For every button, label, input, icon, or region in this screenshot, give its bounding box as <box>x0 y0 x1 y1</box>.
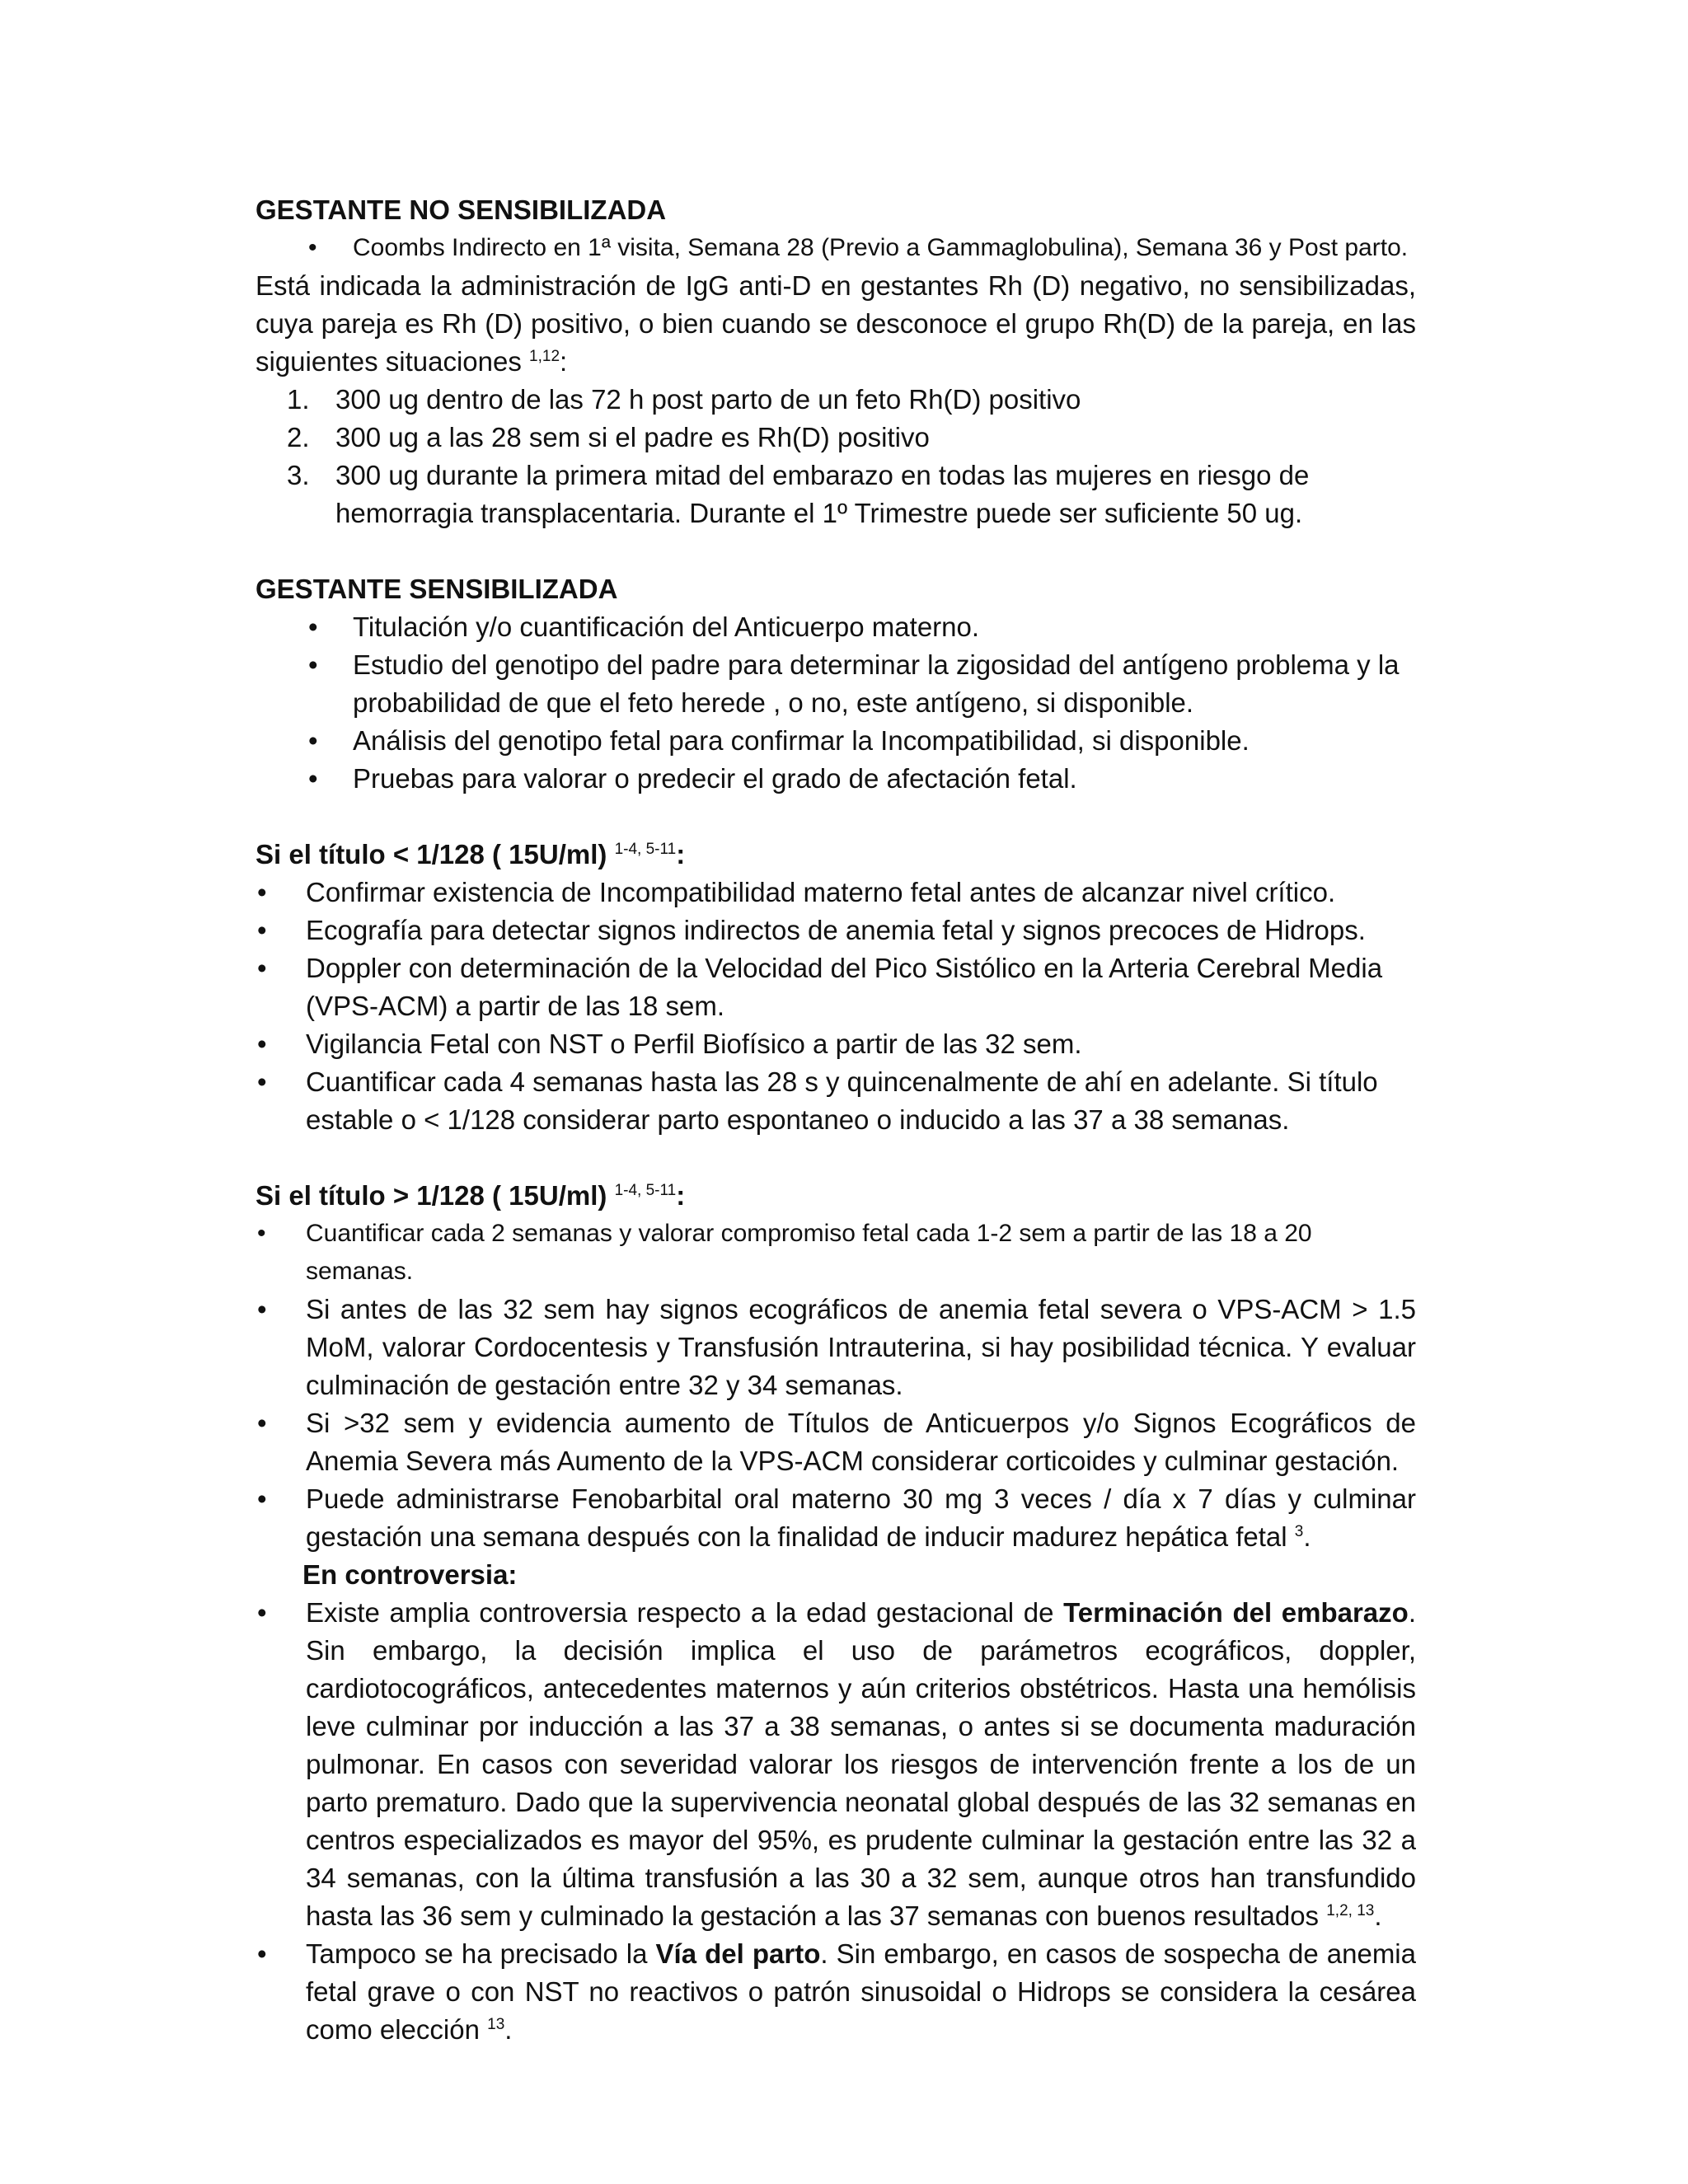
list-item <box>256 1594 1416 1935</box>
sens-bullets <box>256 608 1416 798</box>
heading-titulo-menor <box>256 836 1416 874</box>
paragraph-text: Está indicada la administración de IgG anti-D en gestantes Rh (D) negativo, no sensibilizadas, cuya pareja es Rh (D) positivo, o bien cuando se desconoce el grupo Rh(D) de la pareja, en las siguientes situaciones <box>256 270 1416 377</box>
heading-text: Si el título < 1/128 ( 15U/ml) <box>256 839 607 869</box>
list-item: • Si antes de las 32 sem hay signos ecográficos de anemia fetal severa o VPS-ACM > 1.5 MoM, valorar Cordocentesis y Transfusión Intrauterina, si hay posibilidad técnica. Y evaluar culminación de gestación entre 32 y 34 semanas. <box>256 1291 1416 1404</box>
high-titer-bullets <box>256 1215 1416 1556</box>
list-item: • Si >32 sem y evidencia aumento de Títulos de Anticuerpos y/o Signos Ecográficos de Anemia Severa más Aumento de la VPS-ACM considerar corticoides y culminar gestación. <box>256 1404 1416 1480</box>
list-item: • Doppler con determinación de la Velocidad del Pico Sistólico en la Arteria Cerebral Media (VPS-ACM) a partir de las 18 sem. <box>256 949 1416 1025</box>
low-titer-bullets <box>256 874 1416 1139</box>
heading-colon: : <box>676 839 686 869</box>
list-text: . Sin embargo, la decisión implica el uso de parámetros ecográficos, doppler, cardiotocográficos, antecedentes maternos y aún criterios obstétricos. Hasta una hemólisis leve culminar por inducción a las 37 a 38 semanas, o antes si se documenta maduración pulmonar. En casos con severidad valorar los riesgos de intervención frente a los de un parto prematuro. Dado que la supervivencia neonatal global después de las 32 semanas en centros especializados es mayor del 95%, es prudente culminar la gestación entre las 32 a 34 semanas, con la última transfusión a las 30 a 32 sem, aunque otros han transfundido hasta las 36 sem y culminado la gestación a las 37 semanas con buenos resultados <box>306 1597 1416 1931</box>
no-sens-bullets <box>256 229 1416 267</box>
list-item: • Coombs Indirecto en 1ª visita, Semana 28 (Previo a Gammaglobulina), Semana 36 y Post parto. <box>256 229 1416 267</box>
list-text: 300 ug durante la primera mitad del embarazo en todas las mujeres en riesgo de hemorragia transplacentaria. Durante el 1º Trimestre puede ser suficiente 50 ug. <box>335 460 1310 528</box>
heading-text: Si el título > 1/128 ( 15U/ml) <box>256 1180 607 1211</box>
citation: 1,12 <box>529 348 560 365</box>
list-item: • Cuantificar cada 4 semanas hasta las 28 s y quincenalmente de ahí en adelante. Si título estable o < 1/128 considerar parto espontaneo o inducido a las 37 a 38 semanas. <box>256 1063 1416 1139</box>
list-item: • Ecografía para detectar signos indirectos de anemia fetal y signos precoces de Hidrops. <box>256 912 1416 949</box>
list-number: 2. <box>287 422 310 452</box>
list-text: Existe amplia controversia respecto a la edad gestacional de <box>306 1597 1064 1628</box>
citation: 1-4, 5-11 <box>614 841 677 858</box>
citation: 3 <box>1294 1523 1304 1540</box>
list-item: • Análisis del genotipo fetal para confirmar la Incompatibilidad, si disponible. <box>256 722 1416 760</box>
list-end: . <box>504 2014 513 2045</box>
controversy-heading: En controversia: <box>302 1559 518 1590</box>
spacer <box>256 532 1416 570</box>
citation: 1,2, 13 <box>1326 1902 1375 1919</box>
list-item <box>256 381 1416 419</box>
list-text: Tampoco se ha precisado la <box>306 1938 656 1969</box>
list-text: 300 ug dentro de las 72 h post parto de un feto Rh(D) positivo <box>335 384 1081 415</box>
list-text: Puede administrarse Fenobarbital oral materno 30 mg 3 veces / día x 7 días y culminar gestación una semana después con la finalidad de inducir madurez hepática fetal <box>306 1483 1416 1552</box>
list-end: . <box>1303 1521 1311 1552</box>
document-page <box>256 191 1416 2049</box>
list-end: . <box>1374 1900 1382 1931</box>
heading-sensibilizada: GESTANTE SENSIBILIZADA <box>256 574 618 604</box>
paragraph-end: : <box>560 346 568 377</box>
list-item <box>256 1480 1416 1556</box>
citation: 13 <box>487 2016 505 2033</box>
list-item: • Confirmar existencia de Incompatibilidad materno fetal antes de alcanzar nivel crítico. <box>256 874 1416 912</box>
list-item: • Pruebas para valorar o predecir el grado de afectación fetal. <box>256 760 1416 798</box>
list-item: • Titulación y/o cuantificación del Anticuerpo materno. <box>256 608 1416 646</box>
list-number: 1. <box>287 384 310 415</box>
bold-term: Vía del parto <box>655 1938 821 1969</box>
list-item: • Estudio del genotipo del padre para determinar la zigosidad del antígeno problema y la probabilidad de que el feto herede , o no, este antígeno, si disponible. <box>256 646 1416 722</box>
list-item <box>256 419 1416 457</box>
list-text: 300 ug a las 28 sem si el padre es Rh(D) positivo <box>335 422 930 452</box>
list-text: . Sin embargo, en casos de sospecha de anemia fetal grave o con NST no reactivos o patrón sinusoidal o Hidrops se considera la cesárea como elección <box>306 1938 1416 2045</box>
list-number: 3. <box>287 460 310 490</box>
list-item: • Cuantificar cada 2 semanas y valorar compromiso fetal cada 1-2 sem a partir de las 18 a 20 semanas. <box>256 1215 1416 1291</box>
controversy-bullets <box>256 1594 1416 2049</box>
spacer <box>256 1139 1416 1177</box>
anti-d-paragraph <box>256 267 1416 381</box>
spacer <box>256 798 1416 836</box>
dosage-list <box>256 381 1416 532</box>
bold-term: Terminación del embarazo <box>1063 1597 1409 1628</box>
list-item <box>256 457 1416 532</box>
heading-no-sensibilizada: GESTANTE NO SENSIBILIZADA <box>256 194 667 225</box>
heading-titulo-mayor <box>256 1177 1416 1215</box>
list-item: • Vigilancia Fetal con NST o Perfil Biofísico a partir de las 32 sem. <box>256 1025 1416 1063</box>
citation: 1-4, 5-11 <box>614 1182 677 1199</box>
heading-colon: : <box>676 1180 686 1211</box>
list-item <box>256 1935 1416 2049</box>
